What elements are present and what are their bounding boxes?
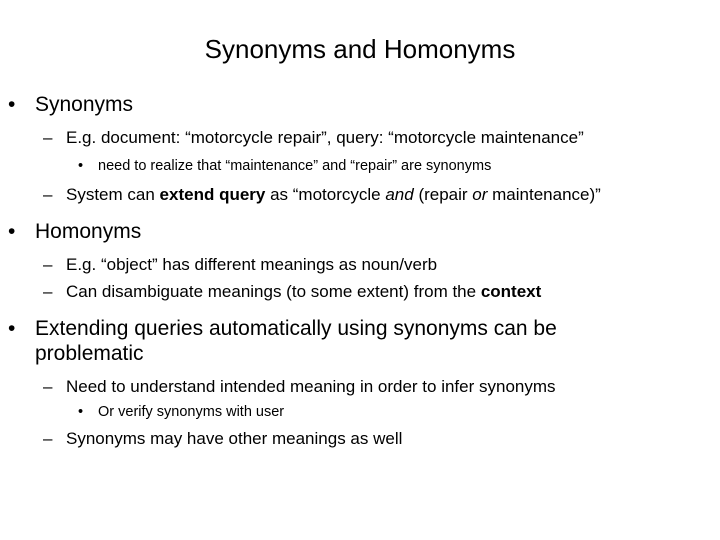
sub-sub-bullet-verify [0,403,720,422]
understand-text: Need to understand intended meaning in order to infer synonyms [66,377,556,396]
bullet-homonyms [0,219,720,244]
extending-queries-heading: Extending queries automatically using synonyms can be problematic [35,317,557,365]
disambiguate-text: Can disambiguate meanings (to some extent) from the context [66,282,542,301]
slide-body [0,92,720,449]
context-bold: context [480,282,542,301]
example-document-text: E.g. document: “motorcycle repair”, query: “motorcycle maintenance” [66,128,584,147]
extend-query-text: System can extend query as “motorcycle and (repair or maintenance)” [66,185,601,204]
dash-marker: – [43,255,53,274]
slide-title: Synonyms and Homonyms [204,34,516,64]
dash-marker: – [43,128,53,147]
bullet-marker: • [78,158,84,174]
sub-bullet-understand [0,376,720,397]
example-object-text: E.g. “object” has different meanings as noun/verb [66,255,438,274]
bullet-synonyms [0,92,720,117]
dash-marker: – [43,185,53,204]
sub-bullet-example-object [0,254,720,275]
dash-marker: – [43,377,53,396]
bullet-marker: • [8,220,16,243]
bullet-homonyms-heading: Homonyms [35,220,142,243]
sub-bullet-disambiguate [0,281,720,302]
sub-sub-bullet-realize [0,157,720,176]
bullet-marker: • [8,93,16,116]
bullet-synonyms-heading: Synonyms [35,93,134,116]
other-meanings-text: Synonyms may have other meanings as well [66,429,403,448]
dash-marker: – [43,282,53,301]
bullet-marker: • [8,317,16,340]
sub-bullet-extend-query [0,184,720,205]
bullet-marker: • [78,404,84,420]
sub-bullet-example-document [0,127,720,148]
sub-bullet-other-meanings [0,428,720,449]
dash-marker: – [43,429,53,448]
realize-text: need to realize that “maintenance” and “repair” are synonyms [98,158,492,174]
verify-text: Or verify synonyms with user [98,404,285,420]
bullet-extending-queries [0,316,720,366]
extend-query-bold: extend query [159,185,266,204]
